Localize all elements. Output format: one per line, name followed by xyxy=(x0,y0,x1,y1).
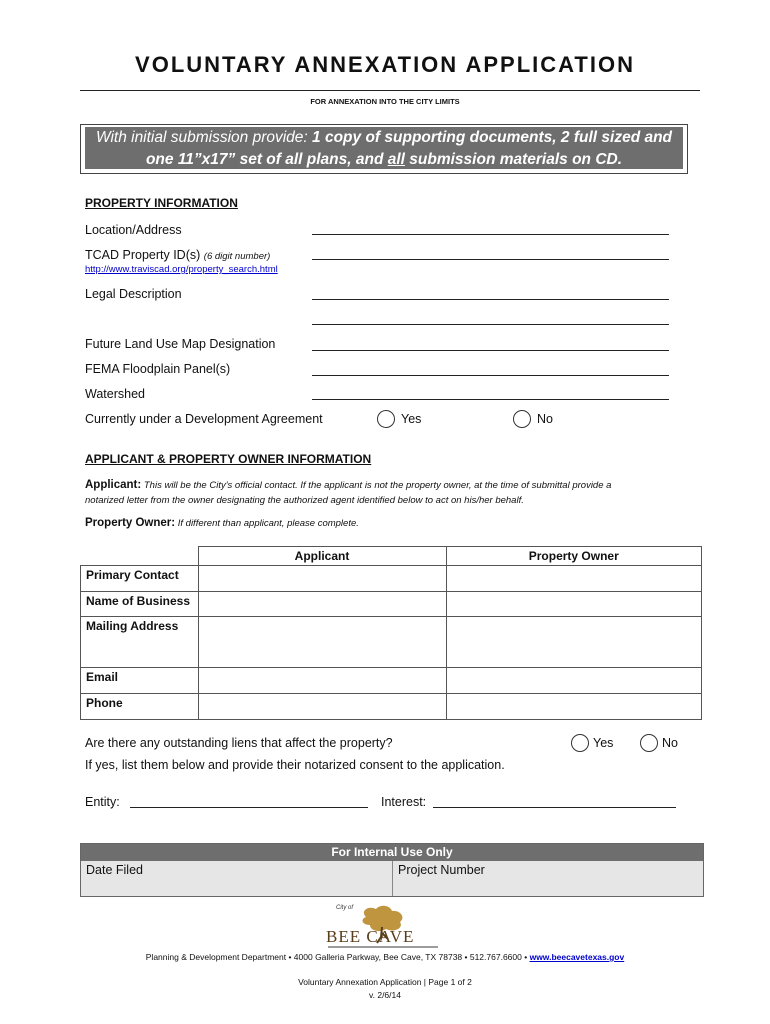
owner-phone-cell[interactable] xyxy=(446,694,702,720)
contact-table xyxy=(80,546,702,720)
document-subtitle: FOR ANNEXATION INTO THE CITY LIMITS xyxy=(310,97,460,106)
row-label-phone: Phone xyxy=(81,694,199,720)
project-number-field[interactable] xyxy=(393,861,703,896)
legal-description-label: Legal Description xyxy=(85,287,182,301)
footer-address xyxy=(0,952,770,962)
logo-small-text: City of xyxy=(336,905,354,911)
table-row xyxy=(81,694,702,720)
flum-field[interactable] xyxy=(312,350,669,351)
project-number-label: Project Number xyxy=(398,863,485,877)
applicant-info-heading: APPLICANT & PROPERTY OWNER INFORMATION xyxy=(85,452,372,466)
tcad-label xyxy=(85,248,270,262)
table-row xyxy=(81,617,702,668)
dev-agreement-yes-radio[interactable] xyxy=(377,410,395,428)
row-label-business-name: Name of Business xyxy=(81,592,199,617)
location-field[interactable] xyxy=(312,234,669,235)
footer-address-text: Planning & Development Department • 4000 Galleria Parkway, Bee Cave, TX 78738 • 512.767.6600 • xyxy=(145,952,528,962)
table-row xyxy=(81,592,702,617)
flum-label: Future Land Use Map Designation xyxy=(85,337,276,351)
logo-text: BEE CAVE xyxy=(326,927,415,946)
tcad-label-text: TCAD Property ID(s) xyxy=(85,248,201,262)
owner-mailing-address-cell[interactable] xyxy=(446,617,702,668)
contact-table-corner xyxy=(81,547,199,566)
location-label: Location/Address xyxy=(85,223,182,237)
tcad-link[interactable]: http://www.traviscad.org/property_search.html xyxy=(85,264,278,275)
property-info-heading: PROPERTY INFORMATION xyxy=(85,196,238,210)
contact-table-header xyxy=(81,547,702,566)
owner-note-text: If different than applicant, please complete. xyxy=(177,518,359,529)
interest-field[interactable] xyxy=(433,807,676,808)
fema-label: FEMA Floodplain Panel(s) xyxy=(85,362,231,376)
applicant-email-cell[interactable] xyxy=(198,668,446,694)
applicant-phone-cell[interactable] xyxy=(198,694,446,720)
owner-primary-contact-cell[interactable] xyxy=(446,566,702,592)
owner-email-cell[interactable] xyxy=(446,668,702,694)
entity-field[interactable] xyxy=(130,807,368,808)
row-label-mailing-address: Mailing Address xyxy=(81,617,199,668)
liens-no-radio[interactable] xyxy=(640,734,658,752)
banner-cd: submission materials on CD. xyxy=(409,151,623,168)
liens-no-label: No xyxy=(662,736,678,750)
interest-label: Interest: xyxy=(381,795,427,809)
footer-website-link[interactable]: www.beecavetexas.gov xyxy=(529,952,625,962)
owner-note xyxy=(85,517,359,529)
internal-use-row xyxy=(81,861,703,896)
dev-agreement-label: Currently under a Development Agreement xyxy=(85,412,323,426)
owner-business-name-cell[interactable] xyxy=(446,592,702,617)
footer-version: v. 2/6/14 xyxy=(369,990,401,1000)
column-applicant: Applicant xyxy=(198,547,446,566)
legal-description-field-1[interactable] xyxy=(312,299,669,300)
row-label-primary-contact: Primary Contact xyxy=(81,566,199,592)
tcad-field[interactable] xyxy=(312,259,669,260)
applicant-mailing-address-cell[interactable] xyxy=(198,617,446,668)
submission-banner xyxy=(80,124,688,174)
banner-plans: one 11”x17” set of all plans, and xyxy=(145,151,384,168)
applicant-note xyxy=(85,478,695,508)
table-row xyxy=(81,668,702,694)
title-rule xyxy=(80,90,700,91)
row-label-email: Email xyxy=(81,668,199,694)
tcad-hint: (6 digit number) xyxy=(203,251,271,262)
bee-cave-logo xyxy=(322,905,444,950)
document-title: VOLUNTARY ANNEXATION APPLICATION xyxy=(135,52,635,77)
applicant-note-line1: This will be the City's official contact. If the applicant is not the property owner, at the time of submittal provide a xyxy=(143,480,612,491)
watershed-field[interactable] xyxy=(312,399,669,400)
date-filed-label: Date Filed xyxy=(86,863,143,877)
internal-use-heading: For Internal Use Only xyxy=(81,844,703,861)
dev-agreement-no-radio[interactable] xyxy=(513,410,531,428)
entity-label: Entity: xyxy=(85,795,120,809)
owner-label: Property Owner: xyxy=(85,517,176,529)
applicant-label: Applicant: xyxy=(85,479,142,491)
column-property-owner: Property Owner xyxy=(446,547,702,566)
banner-copies: 1 copy of supporting documents, 2 full sized and xyxy=(312,129,673,146)
date-filed-field[interactable] xyxy=(81,861,393,896)
liens-question: Are there any outstanding liens that affect the property? xyxy=(85,736,393,750)
liens-yes-label: Yes xyxy=(593,736,614,750)
applicant-note-line2: notarized letter from the owner designating the authorized agent identified below to act on his/her behalf. xyxy=(85,495,524,506)
banner-all: all xyxy=(387,151,405,168)
dev-agreement-no-label: No xyxy=(537,412,553,426)
footer-page-info: Voluntary Annexation Application | Page 1 of 2 xyxy=(298,977,472,987)
watershed-label: Watershed xyxy=(85,387,145,401)
liens-yes-radio[interactable] xyxy=(571,734,589,752)
dev-agreement-yes-label: Yes xyxy=(401,412,422,426)
legal-description-field-2[interactable] xyxy=(312,324,669,325)
applicant-business-name-cell[interactable] xyxy=(198,592,446,617)
applicant-primary-contact-cell[interactable] xyxy=(198,566,446,592)
fema-field[interactable] xyxy=(312,375,669,376)
liens-instruction: If yes, list them below and provide their notarized consent to the application. xyxy=(85,758,505,772)
banner-intro: With initial submission provide: xyxy=(95,129,308,146)
table-row xyxy=(81,566,702,592)
internal-use-box xyxy=(80,843,704,897)
